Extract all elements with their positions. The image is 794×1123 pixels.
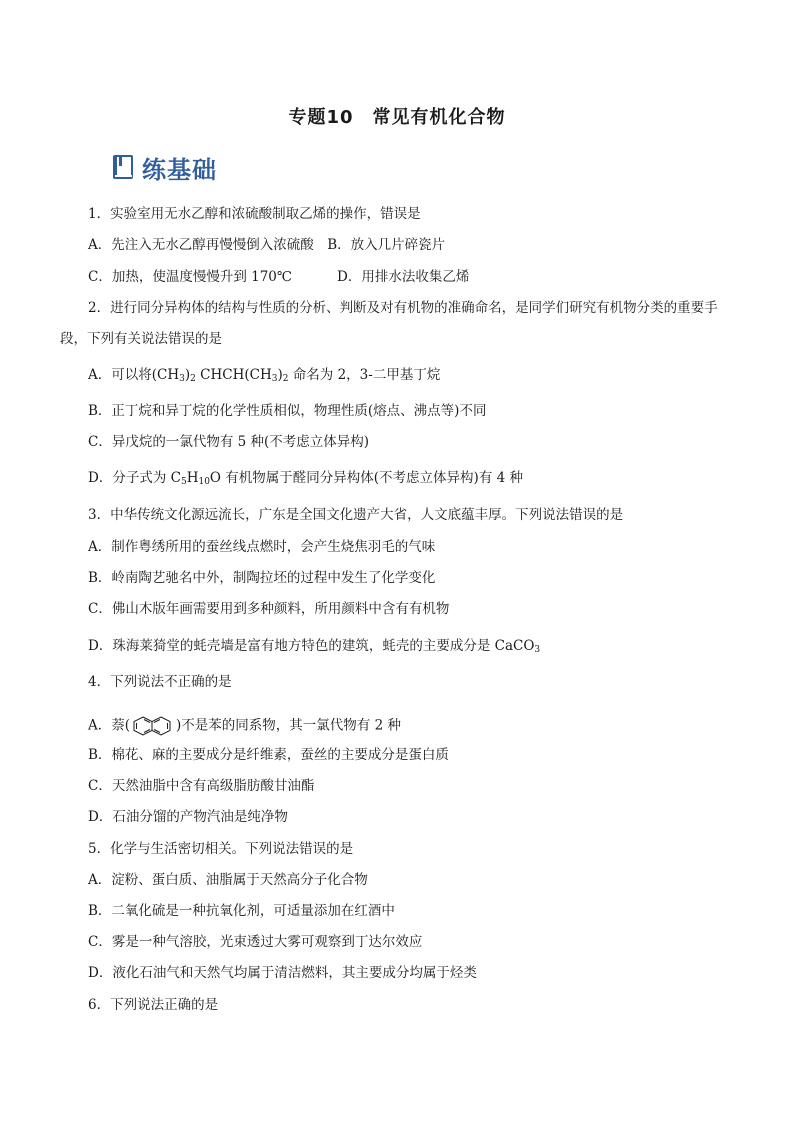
q2a-sub-2: 2 bbox=[190, 374, 196, 384]
book-icon bbox=[112, 154, 134, 180]
question-2-option-b: B．正丁烷和异丁烷的化学性质相似，物理性质(熔点、沸点等)不同 bbox=[88, 403, 487, 419]
question-5-option-c: C．雾是一种气溶胶，光束透过大雾可观察到丁达尔效应 bbox=[88, 934, 423, 950]
question-3-option-d bbox=[88, 637, 540, 655]
question-2-option-c: C．异戊烷的一氯代物有 5 种(不考虑立体异构) bbox=[88, 434, 370, 450]
q4a-text-2: )不是苯的同系物，其一氯代物有 2 种 bbox=[176, 717, 401, 734]
question-5-option-a: A．淀粉、蛋白质、油脂属于天然高分子化合物 bbox=[88, 872, 368, 888]
question-1-stem: 1．实验室用无水乙醇和浓硫酸制取乙烯的操作，错误是 bbox=[88, 206, 421, 222]
q2d-sub-1: 5 bbox=[180, 477, 187, 487]
q2a-text-1: A．可以将(CH bbox=[88, 367, 180, 383]
question-4-option-c: C．天然油脂中含有高级脂肪酸甘油酯 bbox=[88, 778, 315, 794]
question-1-option-d: D．用排水法收集乙烯 bbox=[337, 269, 470, 285]
question-3-option-c: C．佛山木版年画需要用到多种颜料，所用颜料中含有有机物 bbox=[88, 601, 450, 617]
question-1-option-c: C．加热，使温度慢慢升到 170℃ bbox=[88, 269, 292, 285]
question-3-option-b: B．岭南陶艺驰名中外，制陶拉坯的过程中发生了化学变化 bbox=[88, 570, 436, 586]
q2d-text-3: O 有机物属于醛同分异构体(不考虑立体异构)有 4 种 bbox=[209, 470, 523, 486]
question-5-option-d: D．液化石油气和天然气均属于清洁燃料，其主要成分均属于烃类 bbox=[88, 965, 477, 981]
section-label: 练基础 bbox=[142, 155, 217, 184]
q2d-text-1: D．分子式为 C bbox=[88, 470, 181, 486]
page-title: 专题10 常见有机化合物 bbox=[288, 107, 506, 128]
q2a-text-4: ) bbox=[277, 367, 283, 383]
q2d-sub-2: 10 bbox=[198, 477, 210, 487]
question-1-options-ab: A．先注入无水乙醇再慢慢倒入浓硫酸 B．放入几片碎瓷片 bbox=[88, 237, 446, 253]
naphthalene-structure-icon bbox=[131, 715, 175, 737]
question-6-stem: 6．下列说法正确的是 bbox=[88, 997, 219, 1013]
question-5-stem: 5．化学与生活密切相关。下列说法错误的是 bbox=[88, 841, 354, 857]
section-header bbox=[112, 150, 217, 184]
question-3-stem: 3．中华传统文化源远流长，广东是全国文化遗产大省，人文底蕴丰厚。下列说法错误的是 bbox=[88, 507, 624, 523]
q2a-sub-4: 2 bbox=[282, 374, 289, 384]
question-2-option-a bbox=[88, 366, 440, 384]
q3d-text: D．珠海莱猗堂的蚝壳墙是富有地方特色的建筑，蚝壳的主要成分是 CaCO bbox=[88, 638, 535, 654]
q4a-text-1: A．萘( bbox=[88, 717, 131, 734]
q2d-text-2: H bbox=[186, 470, 199, 486]
question-5-option-b: B．二氧化硫是一种抗氧化剂，可适量添加在红酒中 bbox=[88, 903, 395, 919]
question-4-option-d: D．石油分馏的产物汽油是纯净物 bbox=[88, 809, 288, 825]
q2a-sub-1: 3 bbox=[179, 374, 185, 384]
question-3-option-a: A．制作粤绣所用的蚕丝线点燃时，会产生烧焦羽毛的气味 bbox=[88, 539, 436, 555]
question-2-stem-line2: 段，下列有关说法错误的是 bbox=[60, 331, 222, 347]
q2a-text-3: CHCH(CH bbox=[195, 367, 272, 383]
question-4-option-a bbox=[88, 715, 401, 737]
question-4-stem: 4．下列说法不正确的是 bbox=[88, 674, 232, 690]
question-2-option-d bbox=[88, 469, 523, 487]
q2a-text-5: 命名为 2，3-二甲基丁烷 bbox=[288, 367, 441, 383]
question-4-option-b: B．棉花、麻的主要成分是纤维素，蚕丝的主要成分是蛋白质 bbox=[88, 747, 449, 763]
q3d-sub: 3 bbox=[534, 645, 541, 655]
question-2-stem-line1: 2．进行同分异构体的结构与性质的分析、判断及对有机物的准确命名，是同学们研究有机物分类的重要手 bbox=[88, 300, 718, 316]
q2a-sub-3: 3 bbox=[271, 374, 278, 384]
q2a-text-2: ) bbox=[184, 367, 191, 383]
